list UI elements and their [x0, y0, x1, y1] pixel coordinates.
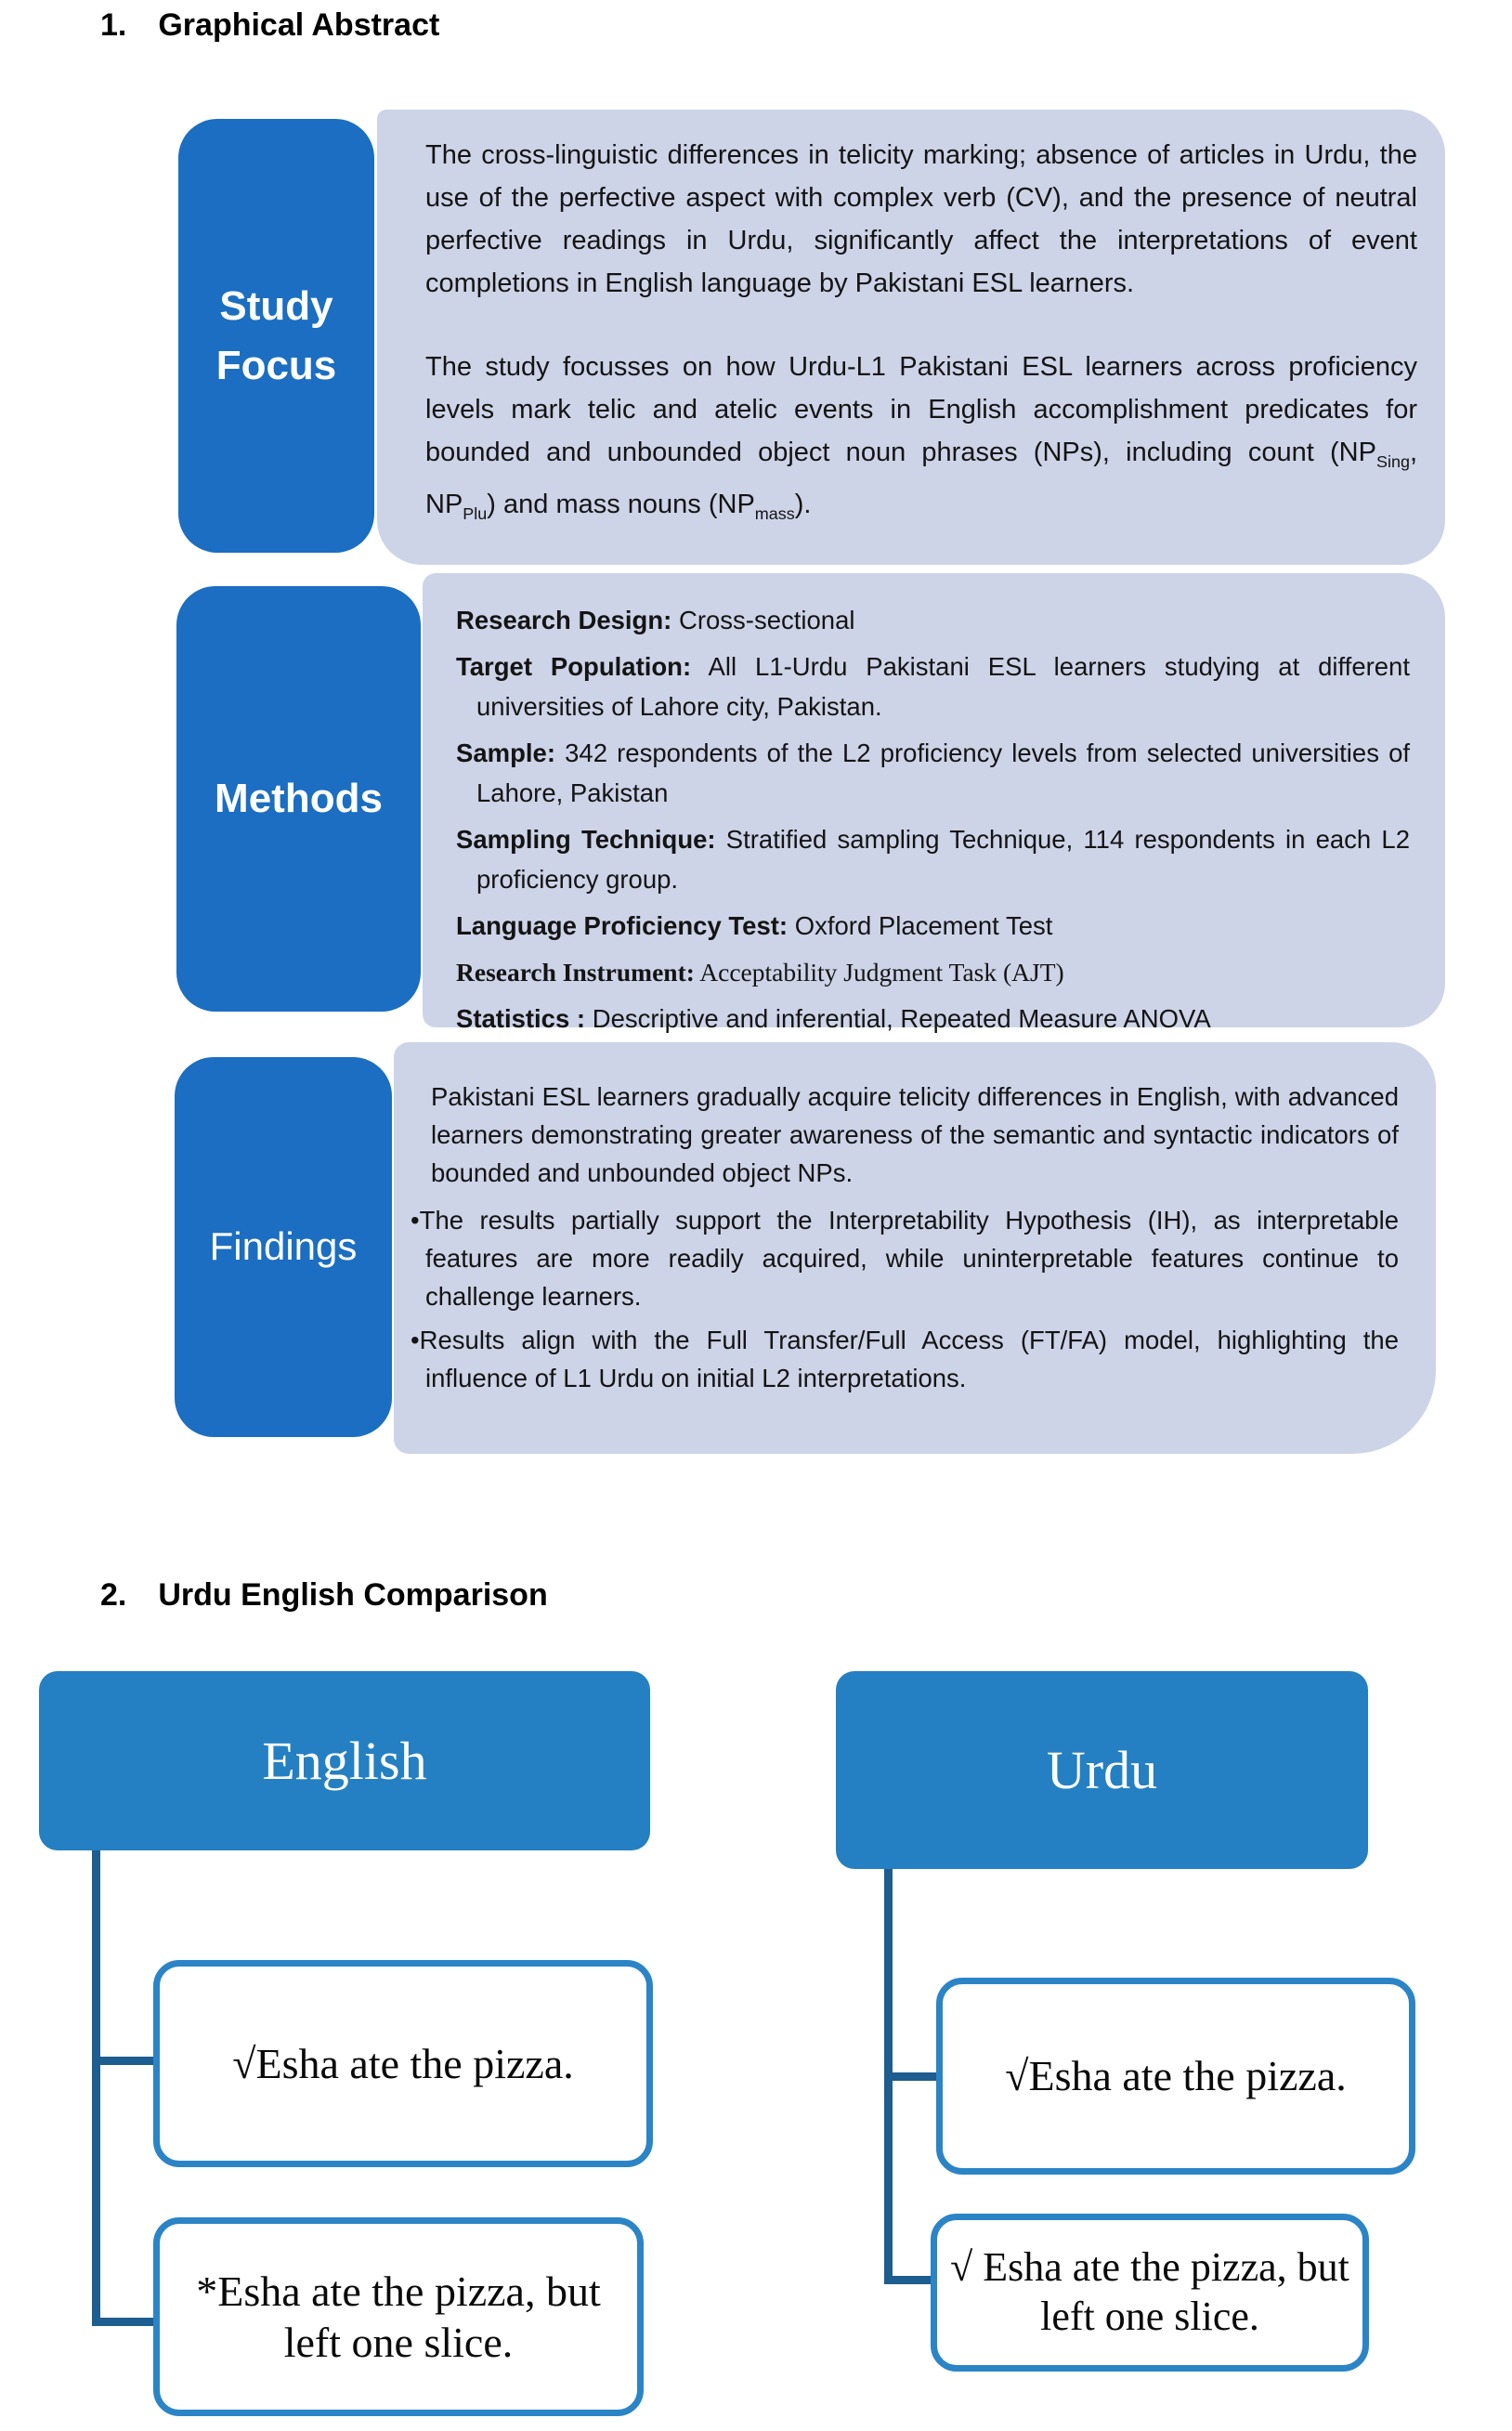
- methods-row-label: Language Proficiency Test:: [456, 911, 789, 940]
- findings-bullet-1-text: The results partially support the Interpretability Hypothesis (IH), as interpretable features are more readily acquired, while uninterpretable features continue to challenge learners.: [419, 1206, 1399, 1311]
- findings-panel: [394, 1042, 1436, 1454]
- methods-row-sampling-technique: [456, 819, 1410, 899]
- methods-panel: [423, 573, 1445, 1033]
- np-plu-subscript: Plu: [463, 503, 488, 523]
- english-sentence-2: *Esha ate the pizza, but left one slice.: [196, 2267, 601, 2366]
- methods-row-statistics: [456, 999, 1410, 1039]
- methods-row-sample: [456, 733, 1410, 813]
- urdu-branch-connector-1: [884, 2072, 936, 2081]
- findings-bullet-2: [411, 1321, 1399, 1397]
- study-focus-paragraph-2: [425, 346, 1417, 535]
- bullet-icon: •: [411, 1326, 420, 1354]
- english-sentence-1: √Esha ate the pizza.: [232, 2039, 574, 2087]
- methods-row-label: Sampling Technique:: [456, 825, 716, 854]
- urdu-header-box: [836, 1671, 1368, 1869]
- findings-pill: [175, 1057, 392, 1437]
- methods-row-value: Acceptability Judgment Task (AJT): [694, 958, 1064, 987]
- english-header-label: English: [262, 1731, 427, 1791]
- methods-row-value: Oxford Placement Test: [788, 911, 1053, 940]
- methods-label: Methods: [215, 776, 383, 822]
- methods-row-language-proficiency-test: [456, 906, 1410, 946]
- methods-row-research-design: [456, 600, 1410, 640]
- methods-pill: [176, 586, 421, 1012]
- findings-bullet-1: [411, 1201, 1399, 1315]
- findings-bullet-2-text: Results align with the Full Transfer/Full Access (FT/FA) model, highlighting the influence of L1 Urdu on initial L2 interpretations.: [419, 1326, 1399, 1392]
- urdu-sentence-box-1: [936, 1978, 1415, 2175]
- english-sentence-box-2: [153, 2217, 644, 2416]
- urdu-sentence-2: √ Esha ate the pizza, but left one slice.: [950, 2244, 1349, 2339]
- english-branch-connector-1: [92, 2057, 153, 2065]
- methods-row-target-population: [456, 647, 1410, 726]
- methods-row-value: Stratified sampling Technique, 114 respondents in each L2 proficiency group.: [476, 825, 1410, 894]
- urdu-header-label: Urdu: [1046, 1740, 1158, 1800]
- findings-intro: Pakistani ESL learners gradually acquire telicity differences in English, with advanced learners demonstrating greater awareness of the semantic and syntactic indicators of bounded and unbounded object NPs.: [431, 1082, 1399, 1187]
- section1-title: Graphical Abstract: [158, 7, 440, 43]
- methods-row-label: Statistics :: [456, 1004, 586, 1033]
- methods-row-value: Descriptive and inferential, Repeated Measure ANOVA: [585, 1004, 1211, 1033]
- np-sing-subscript: Sing: [1375, 451, 1410, 471]
- bullet-icon: •: [411, 1206, 420, 1235]
- para2-text-2: , NP: [425, 438, 1417, 519]
- english-branch-connector-2: [92, 2318, 153, 2326]
- methods-row-value: All L1-Urdu Pakistani ESL learners studying at different universities of Lahore city, Pakistan.: [476, 652, 1410, 721]
- english-header-box: [39, 1671, 650, 1850]
- english-branch-vertical-line: [92, 1850, 100, 2326]
- section1-heading: [100, 7, 439, 44]
- para2-text-1: The study focusses on how Urdu-L1 Pakistani ESL learners across proficiency levels mark telic and atelic events in English accomplishment predicates for bounded and unbounded object noun phrases (NPs), including count (NP: [425, 352, 1417, 467]
- methods-row-value: Cross-sectional: [671, 606, 855, 634]
- methods-row-label: Target Population:: [456, 652, 692, 681]
- study-focus-panel: [377, 110, 1445, 565]
- urdu-branch-connector-2: [884, 2276, 932, 2284]
- urdu-sentence-1: √Esha ate the pizza.: [1005, 2052, 1347, 2100]
- np-mass-subscript: mass: [754, 503, 795, 523]
- para2-text-4: ).: [794, 489, 812, 519]
- study-focus-pill: [178, 119, 374, 553]
- para2-text-3: ) and mass nouns (NP: [487, 489, 755, 519]
- study-focus-paragraph-1: The cross-linguistic differences in telicity marking; absence of articles in Urdu, the use of the perfective aspect with complex verb (CV), and the presence of neutral perfective readings in Urdu, significantly affect the interpretations of event completions in English language by Pakistani ESL learners.: [425, 140, 1417, 298]
- findings-label: Findings: [209, 1224, 358, 1269]
- methods-row-label: Research Design:: [456, 606, 672, 634]
- methods-row-research-instrument: [456, 952, 1410, 992]
- methods-row-value: 342 respondents of the L2 proficiency levels from selected universities of Lahore, Pakistan: [476, 738, 1410, 807]
- methods-row-label: Sample:: [456, 738, 555, 767]
- study-focus-label: Study Focus: [215, 282, 337, 388]
- urdu-sentence-box-2: [931, 2214, 1369, 2372]
- english-sentence-box-1: [153, 1960, 653, 2167]
- section1-number: 1.: [100, 7, 127, 43]
- methods-row-label: Research Instrument:: [456, 958, 695, 987]
- section2-title: Urdu English Comparison: [158, 1577, 548, 1613]
- section2-number: 2.: [100, 1577, 127, 1613]
- section2-heading: [100, 1577, 548, 1614]
